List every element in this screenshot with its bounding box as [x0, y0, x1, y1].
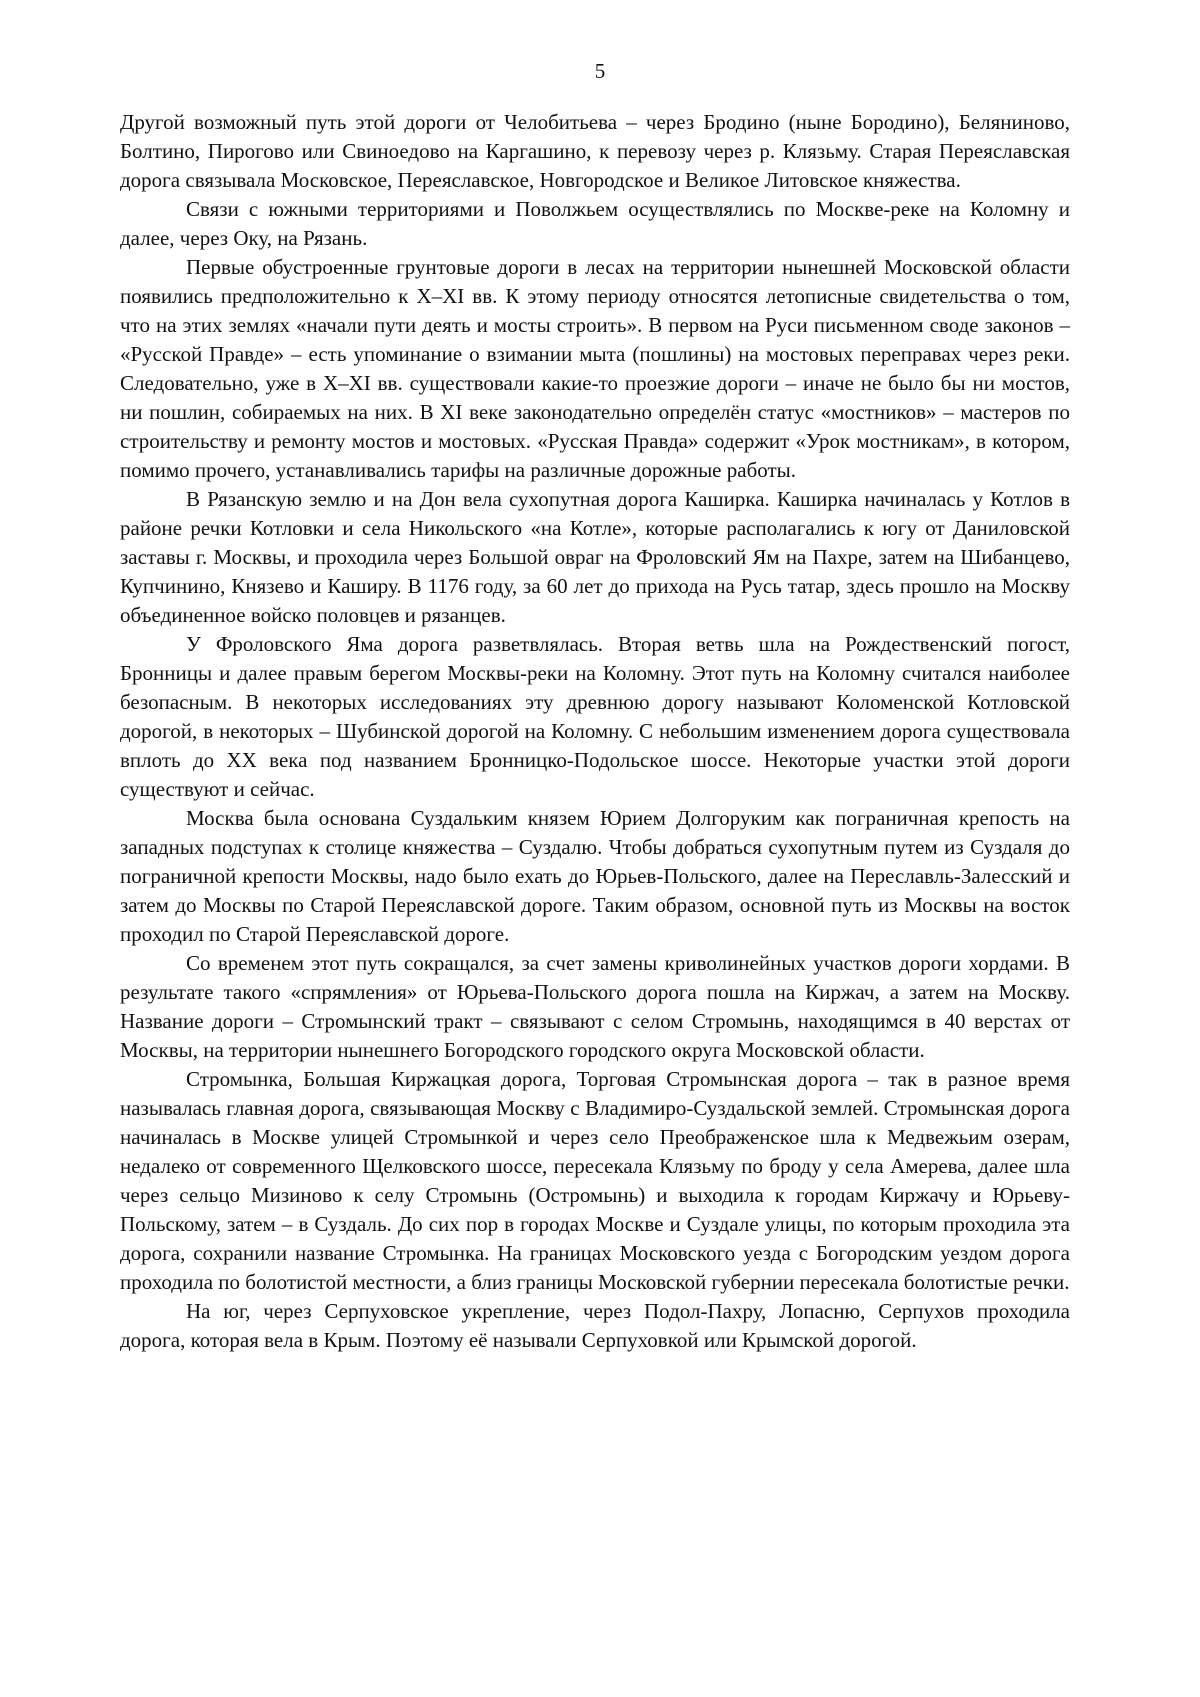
paragraph: Первые обустроенные грунтовые дороги в лесах на территории нынешней Московской области появились предположительно к X–XI вв. К этому периоду относятся летописные свидетельства о том, что на этих землях «начали пути деять и мосты строить». В первом на Руси письменном своде законов – «Русской Правде» – есть упоминание о взимании мыта (пошлины) на мостовых переправах через реки. Следовательно, уже в X–XI вв. существовали какие-то проезжие дороги – иначе не было бы ни мостов, ни пошлин, собираемых на них. В XI веке законодательно определён статус «мостников» – мастеров по строительству и ремонту мостов и мостовых. «Русская Правда» содержит «Урок мостникам», в котором, помимо прочего, устанавливались тарифы на различные дорожные работы.: [120, 255, 1070, 482]
paragraph: Со временем этот путь сокращался, за счет замены криволинейных участков дороги хордами. В результате такого «спрямления» от Юрьева-Польского дорога пошла на Киржач, а затем на Москву. Название дороги – Стромынский тракт – связывают с селом Стромынь, находящимся в 40 верстах от Москвы, на территории нынешнего Богородского городского округа Московской области.: [120, 951, 1070, 1062]
paragraph: На юг, через Серпуховское укрепление, через Подол-Пахру, Лопасню, Серпухов проходила дорога, которая вела в Крым. Поэтому её называли Серпуховкой или Крымской дорогой.: [120, 1299, 1070, 1352]
paragraph: Связи с южными территориями и Поволжьем осуществлялись по Москве-реке на Коломну и далее, через Оку, на Рязань.: [120, 197, 1070, 250]
paragraph: Москва была основана Суздальким князем Юрием Долгоруким как пограничная крепость на западных подступах к столице княжества – Суздалю. Чтобы добраться сухопутным путем из Суздаля до пограничной крепости Москвы, надо было ехать до Юрьев-Польского, далее на Переславль-Залесский и затем до Москвы по Старой Переяславской дороге. Таким образом, основной путь из Москвы на восток проходил по Старой Переяславской дороге.: [120, 806, 1070, 946]
document-body: [120, 108, 1070, 1355]
page-number: 5: [594, 59, 606, 83]
paragraph: В Рязанскую землю и на Дон вела сухопутная дорога Каширка. Каширка начиналась у Котлов в районе речки Котловки и села Никольского «на Котле», которые располагались к югу от Даниловской заставы г. Москвы, и проходила через Большой овраг на Фроловский Ям на Пахре, затем на Шибанцево, Купчинино, Князево и Каширу. В 1176 году, за 60 лет до прихода на Русь татар, здесь прошло на Москву объединенное войско половцев и рязанцев.: [120, 487, 1070, 627]
paragraph: У Фроловского Яма дорога разветвлялась. Вторая ветвь шла на Рождественский погост, Бронницы и далее правым берегом Москвы-реки на Коломну. Этот путь на Коломну считался наиболее безопасным. В некоторых исследованиях эту древнюю дорогу называют Коломенской Котловской дорогой, в некоторых – Шубинской дорогой на Коломну. С небольшим изменением дорога существовала вплоть до XX века под названием Бронницко-Подольское шоссе. Некоторые участки этой дороги существуют и сейчас.: [120, 632, 1070, 801]
paragraph: Другой возможный путь этой дороги от Челобитьева – через Бродино (ныне Бородино), Беляниново, Болтино, Пирогово или Свиноедово на Каргашино, к перевозу через р. Клязьму. Старая Переяславская дорога связывала Московское, Переяславское, Новгородское и Великое Литовское княжества.: [120, 110, 1070, 192]
paragraph: Стромынка, Большая Киржацкая дорога, Торговая Стромынская дорога – так в разное время называлась главная дорога, связывающая Москву с Владимиро-Суздальской землей. Стромынская дорога начиналась в Москве улицей Стромынкой и через село Преображенское шла к Медвежьим озерам, недалеко от современного Щелковского шоссе, пересекала Клязьму по броду у села Амерева, далее шла через сельцо Мизиново к селу Стромынь (Остромынь) и выходила к городам Киржачу и Юрьеву-Польскому, затем – в Суздаль. До сих пор в городах Москве и Суздале улицы, по которым проходила эта дорога, сохранили название Стромынка. На границах Московского уезда с Богородским уездом дорога проходила по болотистой местности, а близ границы Московской губернии пересекала болотистые речки.: [120, 1067, 1070, 1294]
